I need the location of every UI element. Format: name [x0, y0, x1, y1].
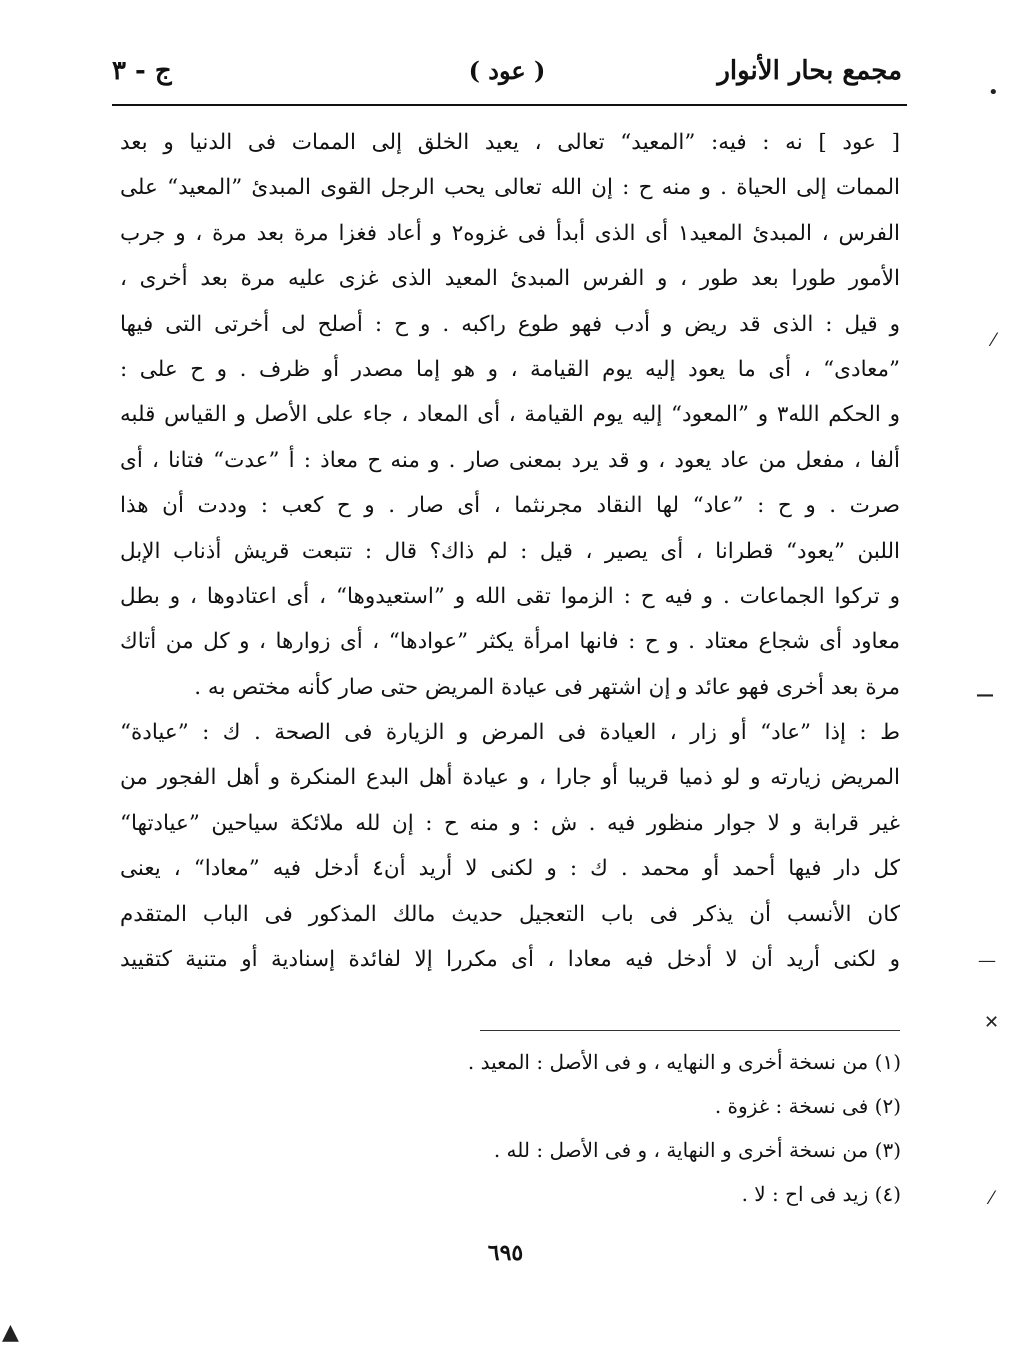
page-header — [112, 52, 902, 100]
text-line: غير قرابة و لا جوار منظور فيه . ش : و منه ح : إن لله ملائكة سياحين ”عيادتها“ — [120, 810, 900, 836]
text-line: كل دار فيها أحمد أو محمد . ك : و لكنى لا أريد أن٤ أدخل فيه ”معادا“ ، يعنى — [120, 856, 900, 882]
text-line: و لكنى أريد أن لا أدخل فيه معادا ، أى مكررا إلا لفائدة إسنادية أو متنية كتقييد — [120, 947, 900, 973]
text-line: الأمور طورا بعد طور ، و الفرس المبدئ المعيد الذى غزى عليه مرة بعد أخرى ، — [120, 266, 900, 292]
margin-mark: — — [976, 684, 994, 705]
text-line: و الحكم الله٣ و ”المعود“ إليه يوم القيامة ، أى المعاد ، جاء على الأصل و القياس قلبه — [120, 402, 900, 428]
text-line: و قيل : الذى قد ريض و أدب فهو طوع راكبه . و ح : أصلح لى أخرتى التى فيها — [120, 311, 900, 337]
body-text — [120, 120, 900, 982]
margin-mark: — — [978, 950, 996, 971]
margin-mark: ⁄ — [992, 330, 996, 351]
footnote: (٣) من نسخة أخرى و النهاية ، و فى الأصل : لله . — [493, 1138, 901, 1162]
text-line: [ عود ] نه : فيه: ”المعيد“ تعالى ، يعيد الخلق إلى الممات فى الدنيا و بعد — [120, 130, 900, 155]
footnote: (١) من نسخة أخرى و النهايه ، و فى الأصل : المعيد . — [467, 1050, 901, 1074]
entry-root: ( عود ) — [468, 56, 546, 85]
page-number: ٦٩٥ — [487, 1240, 524, 1266]
text-line: ألفا ، مفعل من عاد يعود ، و قد يرد بمعنى صار . و منه ح معاذ : أ ”عدت“ فتانا ، أى — [120, 447, 900, 473]
text-line: ط : إذا ”عاد“ أو زار ، العيادة فى المرض و الزيارة فى الصحة . ك : ”عيادة“ — [120, 720, 900, 746]
text-line: الفرس ، المبدئ المعيد١ أى الذى أبدأ فى غزوه٢ و أعاد فغزا مرة بعد مرة ، و جرب — [120, 220, 900, 246]
text-line: كان الأنسب أن يذكر فى باب التعجيل حديث مالك المذكور فى الباب المتقدم — [120, 901, 900, 927]
footnote-rule — [480, 1030, 900, 1031]
footnote: (٤) زيد فى اح : لا . — [741, 1182, 901, 1206]
volume-label: ج - ٣ — [112, 56, 172, 86]
text-line: المريض زيارته و لو ذميا قريبا أو جارا ، و عيادة أهل البدع المنكرة و أهل الفجور من — [120, 765, 900, 791]
header-rule — [112, 104, 907, 106]
margin-mark: ✕ — [984, 1012, 1000, 1033]
text-line: ”معادى“ ، أى ما يعود إليه يوم القيامة ، و هو إما مصدر أو ظرف . و ح على : — [120, 356, 900, 382]
book-title: مجمع بحار الأنوار — [717, 56, 902, 86]
margin-mark: ▲ — [2, 1320, 19, 1345]
margin-mark: ⁄ — [990, 1188, 994, 1209]
footnotes — [381, 1040, 901, 1216]
footnote: (٢) فى نسخة : غزوة . — [714, 1094, 901, 1118]
text-line: الممات إلى الحياة . و منه ح : إن الله تعالى يحب الرجل القوى المبدئ ”المعيد“ على — [120, 175, 900, 201]
text-line: اللبن ”يعود“ قطرانا ، أى يصير ، قيل : لم ذاك؟ قال : تتبعت قريش أذناب الإبل — [120, 538, 900, 564]
text-line: و تركوا الجماعات . و فيه ح : الزموا تقى الله و ”استعيدوها“ ، أى اعتادوها ، و بطل — [120, 583, 900, 609]
text-line: مرة بعد أخرى فهو عائد و إن اشتهر فى عيادة المريض حتى صار كأنه مختص به . — [194, 674, 900, 700]
text-line: معاود أى شجاع معتاد . و ح : فانها امرأة يكثر ”عوادها“ ، أى زوارها ، و كل من أتاك — [120, 629, 900, 655]
margin-mark: • — [988, 82, 999, 103]
text-line: صرت . و ح : ”عاد“ لها النقاد مجرنثما ، أى صار . و ح كعب : وددت أن هذا — [120, 493, 900, 519]
